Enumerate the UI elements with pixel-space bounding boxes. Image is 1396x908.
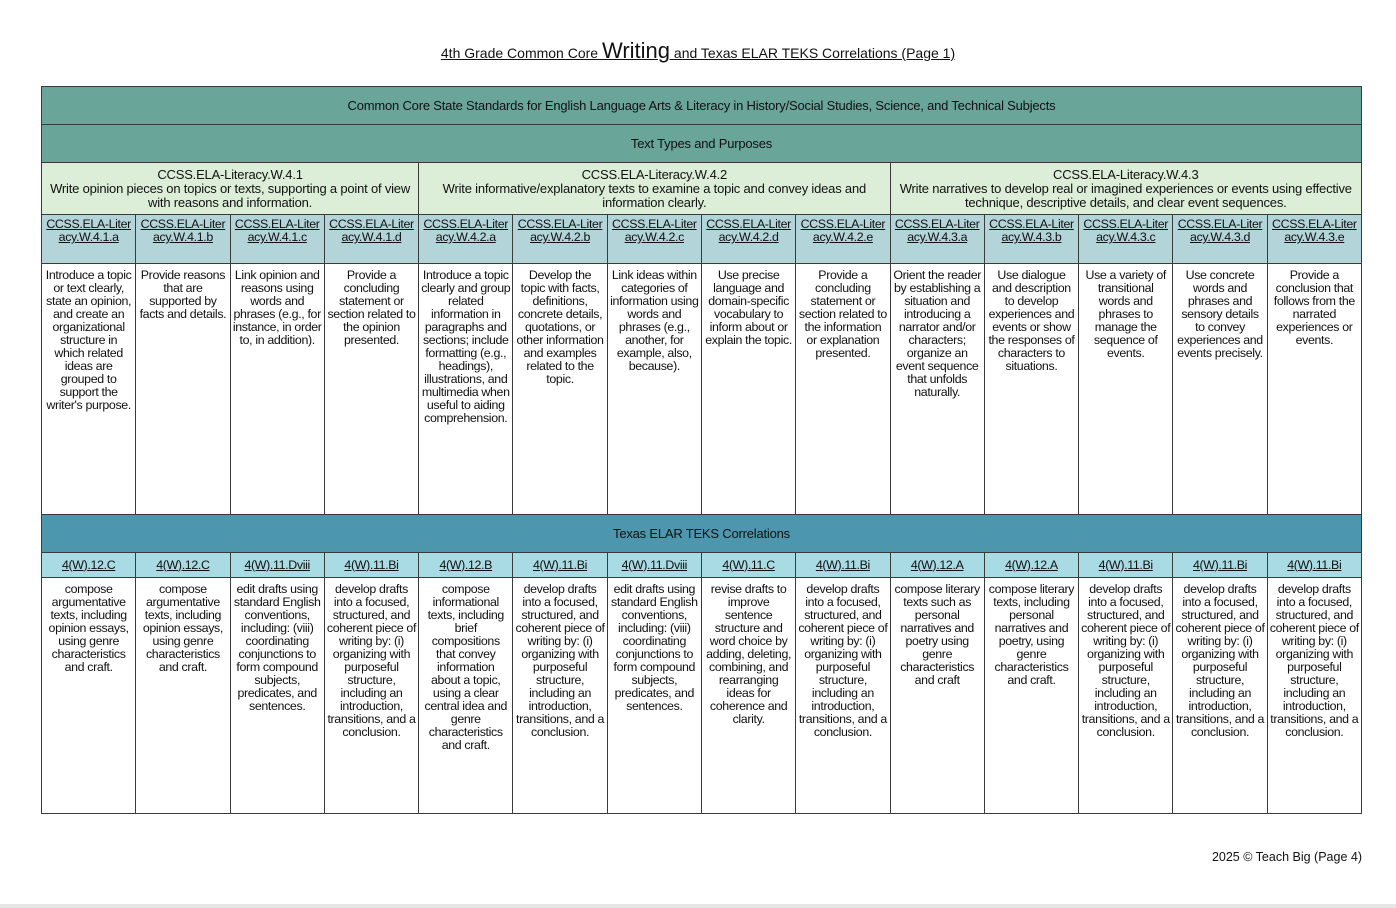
teks-description: compose argumentative texts, including opinion essays, using genre characteristics and craft. bbox=[42, 578, 136, 814]
sub-code-cell bbox=[796, 215, 890, 264]
sub-code-cell bbox=[513, 215, 607, 264]
sub-code-cell bbox=[42, 215, 136, 264]
text-types-band-row bbox=[42, 125, 1362, 163]
teks-description-row bbox=[42, 578, 1362, 814]
sub-code-link[interactable]: CCSS.ELA-Literacy.W.4.1.a bbox=[46, 217, 131, 244]
sub-code-link[interactable]: CCSS.ELA-Literacy.W.4.1.d bbox=[329, 217, 414, 244]
teks-code-link[interactable]: 4(W).11.Dviii bbox=[244, 557, 310, 572]
teks-code-cell bbox=[1173, 553, 1267, 578]
teks-description: compose literary texts, including personal narratives and poetry, using genre characteristics and craft. bbox=[984, 578, 1078, 814]
sub-code-link[interactable]: CCSS.ELA-Literacy.W.4.3.c bbox=[1083, 217, 1169, 244]
sub-code-cell bbox=[230, 215, 324, 264]
teks-code-cell bbox=[701, 553, 795, 578]
sub-code-link[interactable]: CCSS.ELA-Literacy.W.4.1.b bbox=[140, 217, 226, 244]
sub-code-link[interactable]: CCSS.ELA-Literacy.W.4.3.d bbox=[1177, 217, 1263, 244]
sub-code-cell bbox=[324, 215, 418, 264]
sub-description: Orient the reader by establishing a situation and introducing a narrator and/or characters; organize an event sequence that unfolds naturally. bbox=[890, 264, 984, 515]
teks-description: develop drafts into a focused, structured, and coherent piece of writing by: (i) organizing with purposeful structure, including an introduction, transitions, and a conclusion. bbox=[513, 578, 607, 814]
sub-code-link[interactable]: CCSS.ELA-Literacy.W.4.2.b bbox=[517, 217, 603, 244]
page-title bbox=[0, 38, 1396, 64]
sub-code-row bbox=[42, 215, 1362, 264]
sub-code-cell bbox=[1267, 215, 1361, 264]
teks-code-link[interactable]: 4(W).11.C bbox=[722, 557, 775, 572]
page-edge-divider bbox=[0, 904, 1396, 908]
teks-code-link[interactable]: 4(W).11.Bi bbox=[532, 557, 588, 572]
teks-code-link[interactable]: 4(W).12.C bbox=[61, 557, 116, 572]
teks-code-link[interactable]: 4(W).11.Bi bbox=[1287, 557, 1342, 572]
teks-code-link[interactable]: 4(W).11.Bi bbox=[815, 557, 870, 572]
sub-description: Link ideas within categories of information using words and phrases (e.g., another, for example, also, because). bbox=[607, 264, 701, 515]
teks-description: develop drafts into a focused, structured, and coherent piece of writing by: (i) organizing with purposeful structure, including an introduction, transitions, and a conclusion. bbox=[1173, 578, 1267, 814]
teks-code-cell bbox=[890, 553, 984, 578]
standard-text: Write narratives to develop real or imagined experiences or events using effective technique, descriptive details, and clear event sequences. bbox=[899, 180, 1352, 210]
sub-code-cell bbox=[984, 215, 1078, 264]
teks-description: develop drafts into a focused, structured, and coherent piece of writing by: (i) organizing with purposeful structure, including an introduction, transitions, and a conclusion. bbox=[1079, 578, 1173, 814]
sub-description-row bbox=[42, 264, 1362, 515]
teks-code-link[interactable]: 4(W).12.A bbox=[910, 557, 964, 572]
standard-text: Write informative/explanatory texts to examine a topic and convey ideas and information clearly. bbox=[442, 180, 867, 210]
teks-code-link[interactable]: 4(W).12.A bbox=[1005, 557, 1058, 572]
teks-code-link[interactable]: 4(W).11.Bi bbox=[1192, 557, 1248, 572]
sub-code-link[interactable]: CCSS.ELA-Literacy.W.4.3.e bbox=[1272, 217, 1357, 244]
sub-code-cell bbox=[1173, 215, 1267, 264]
sub-code-link[interactable]: CCSS.ELA-Literacy.W.4.3.a bbox=[894, 217, 980, 244]
teks-code-cell bbox=[984, 553, 1078, 578]
sub-code-cell bbox=[890, 215, 984, 264]
sub-description: Use dialogue and description to develop experiences and events or show the responses of characters to situations. bbox=[984, 264, 1078, 515]
teks-description: edit drafts using standard English conventions, including: (viii) coordinating conjunctions to form compound subjects, predicates, and sentences. bbox=[607, 578, 701, 814]
teks-code-cell bbox=[324, 553, 418, 578]
title-prefix: 4th Grade Common Core bbox=[440, 45, 602, 61]
teks-code-link[interactable]: 4(W).11.Bi bbox=[344, 557, 399, 572]
teks-code-link[interactable]: 4(W).11.Dviii bbox=[621, 557, 688, 572]
teks-code-link[interactable]: 4(W).12.B bbox=[439, 557, 493, 572]
sub-code-cell bbox=[419, 215, 513, 264]
standard-w42 bbox=[419, 163, 890, 215]
sub-code-link[interactable]: CCSS.ELA-Literacy.W.4.3.b bbox=[989, 217, 1074, 244]
teks-code-cell bbox=[42, 553, 136, 578]
teks-code-cell bbox=[1079, 553, 1173, 578]
sub-description: Link opinion and reasons using words and phrases (e.g., for instance, in order to, in addition). bbox=[230, 264, 324, 515]
title-emphasis: Writing bbox=[601, 38, 671, 63]
teks-description: revise drafts to improve sentence structure and word choice by adding, deleting, combining, and rearranging ideas for coherence and clarity. bbox=[701, 578, 795, 814]
title-suffix: and Texas ELAR TEKS Correlations (Page 1) bbox=[670, 45, 956, 61]
teks-code-cell bbox=[796, 553, 890, 578]
teks-code-cell bbox=[230, 553, 324, 578]
standard-code: CCSS.ELA-Literacy.W.4.2 bbox=[581, 166, 728, 182]
sub-description: Provide a conclusion that follows from the narrated experiences or events. bbox=[1267, 264, 1361, 515]
sub-code-cell bbox=[136, 215, 230, 264]
teks-code-link[interactable]: 4(W).11.Bi bbox=[1098, 557, 1153, 572]
sub-description: Provide reasons that are supported by facts and details. bbox=[136, 264, 230, 515]
standard-text: Write opinion pieces on topics or texts, supporting a point of view with reasons and information. bbox=[50, 180, 411, 210]
sub-code-cell bbox=[607, 215, 701, 264]
teks-code-cell bbox=[513, 553, 607, 578]
teks-description: edit drafts using standard English conventions, including: (viii) coordinating conjunctions to form compound subjects, predicates, and sentences. bbox=[230, 578, 324, 814]
sub-code-cell bbox=[1079, 215, 1173, 264]
ccss-band: Common Core State Standards for English Language Arts & Literacy in History/Social Studies, Science, and Technical Subjects bbox=[42, 87, 1362, 125]
teks-band-row bbox=[42, 515, 1362, 553]
sub-code-link[interactable]: CCSS.ELA-Literacy.W.4.2.d bbox=[706, 217, 791, 244]
sub-description: Develop the topic with facts, definitions, concrete details, quotations, or other information and examples related to the topic. bbox=[513, 264, 607, 515]
teks-code-cell bbox=[136, 553, 230, 578]
sub-code-link[interactable]: CCSS.ELA-Literacy.W.4.2.e bbox=[800, 217, 886, 244]
teks-description: compose literary texts such as personal narratives and poetry using genre characteristics and craft bbox=[890, 578, 984, 814]
standard-w43 bbox=[890, 163, 1361, 215]
teks-code-cell bbox=[419, 553, 513, 578]
correlation-table bbox=[41, 86, 1362, 814]
sub-description: Use concrete words and phrases and sensory details to convey experiences and events precisely. bbox=[1173, 264, 1267, 515]
teks-code-cell bbox=[607, 553, 701, 578]
teks-description: compose informational texts, including brief compositions that convey information about a topic, using a clear central idea and genre characteristics and craft. bbox=[419, 578, 513, 814]
teks-description: develop drafts into a focused, structured, and coherent piece of writing by: (i) organizing with purposeful structure, including an introduction, transitions, and a conclusion. bbox=[1267, 578, 1361, 814]
sub-code-cell bbox=[701, 215, 795, 264]
sub-code-link[interactable]: CCSS.ELA-Literacy.W.4.2.c bbox=[612, 217, 697, 244]
teks-code-row bbox=[42, 553, 1362, 578]
sub-code-link[interactable]: CCSS.ELA-Literacy.W.4.2.a bbox=[423, 217, 509, 244]
standard-code: CCSS.ELA-Literacy.W.4.3 bbox=[1053, 166, 1199, 182]
ccss-band-row bbox=[42, 87, 1362, 125]
sub-description: Provide a concluding statement or section related to the information or explanation presented. bbox=[796, 264, 890, 515]
teks-description: compose argumentative texts, including opinion essays, using genre characteristics and craft. bbox=[136, 578, 230, 814]
sub-description: Provide a concluding statement or section related to the opinion presented. bbox=[324, 264, 418, 515]
teks-description: develop drafts into a focused, structured, and coherent piece of writing by: (i) organizing with purposeful structure, including an introduction, transitions, and a conclusion. bbox=[796, 578, 890, 814]
sub-description: Introduce a topic clearly and group related information in paragraphs and sections; include formatting (e.g., headings), illustrations, and multimedia when useful to aiding comprehension. bbox=[419, 264, 513, 515]
page-footer: 2025 © Teach Big (Page 4) bbox=[1211, 850, 1362, 864]
teks-code-cell bbox=[1267, 553, 1361, 578]
standard-code: CCSS.ELA-Literacy.W.4.1 bbox=[157, 166, 303, 182]
teks-description: develop drafts into a focused, structured, and coherent piece of writing by: (i) organizing with purposeful structure, including an introduction, transitions, and a conclusion. bbox=[324, 578, 418, 814]
text-types-band: Text Types and Purposes bbox=[42, 125, 1362, 163]
sub-description: Use precise language and domain-specific vocabulary to inform about or explain the topic. bbox=[701, 264, 795, 515]
sub-code-link[interactable]: CCSS.ELA-Literacy.W.4.1.c bbox=[234, 217, 320, 244]
sub-description: Introduce a topic or text clearly, state an opinion, and create an organizational structure in which related ideas are grouped to support the writer's purpose. bbox=[42, 264, 136, 515]
teks-band: Texas ELAR TEKS Correlations bbox=[42, 515, 1362, 553]
standard-w41 bbox=[42, 163, 419, 215]
sub-description: Use a variety of transitional words and phrases to manage the sequence of events. bbox=[1079, 264, 1173, 515]
standards-row bbox=[42, 163, 1362, 215]
teks-code-link[interactable]: 4(W).12.C bbox=[156, 557, 210, 572]
